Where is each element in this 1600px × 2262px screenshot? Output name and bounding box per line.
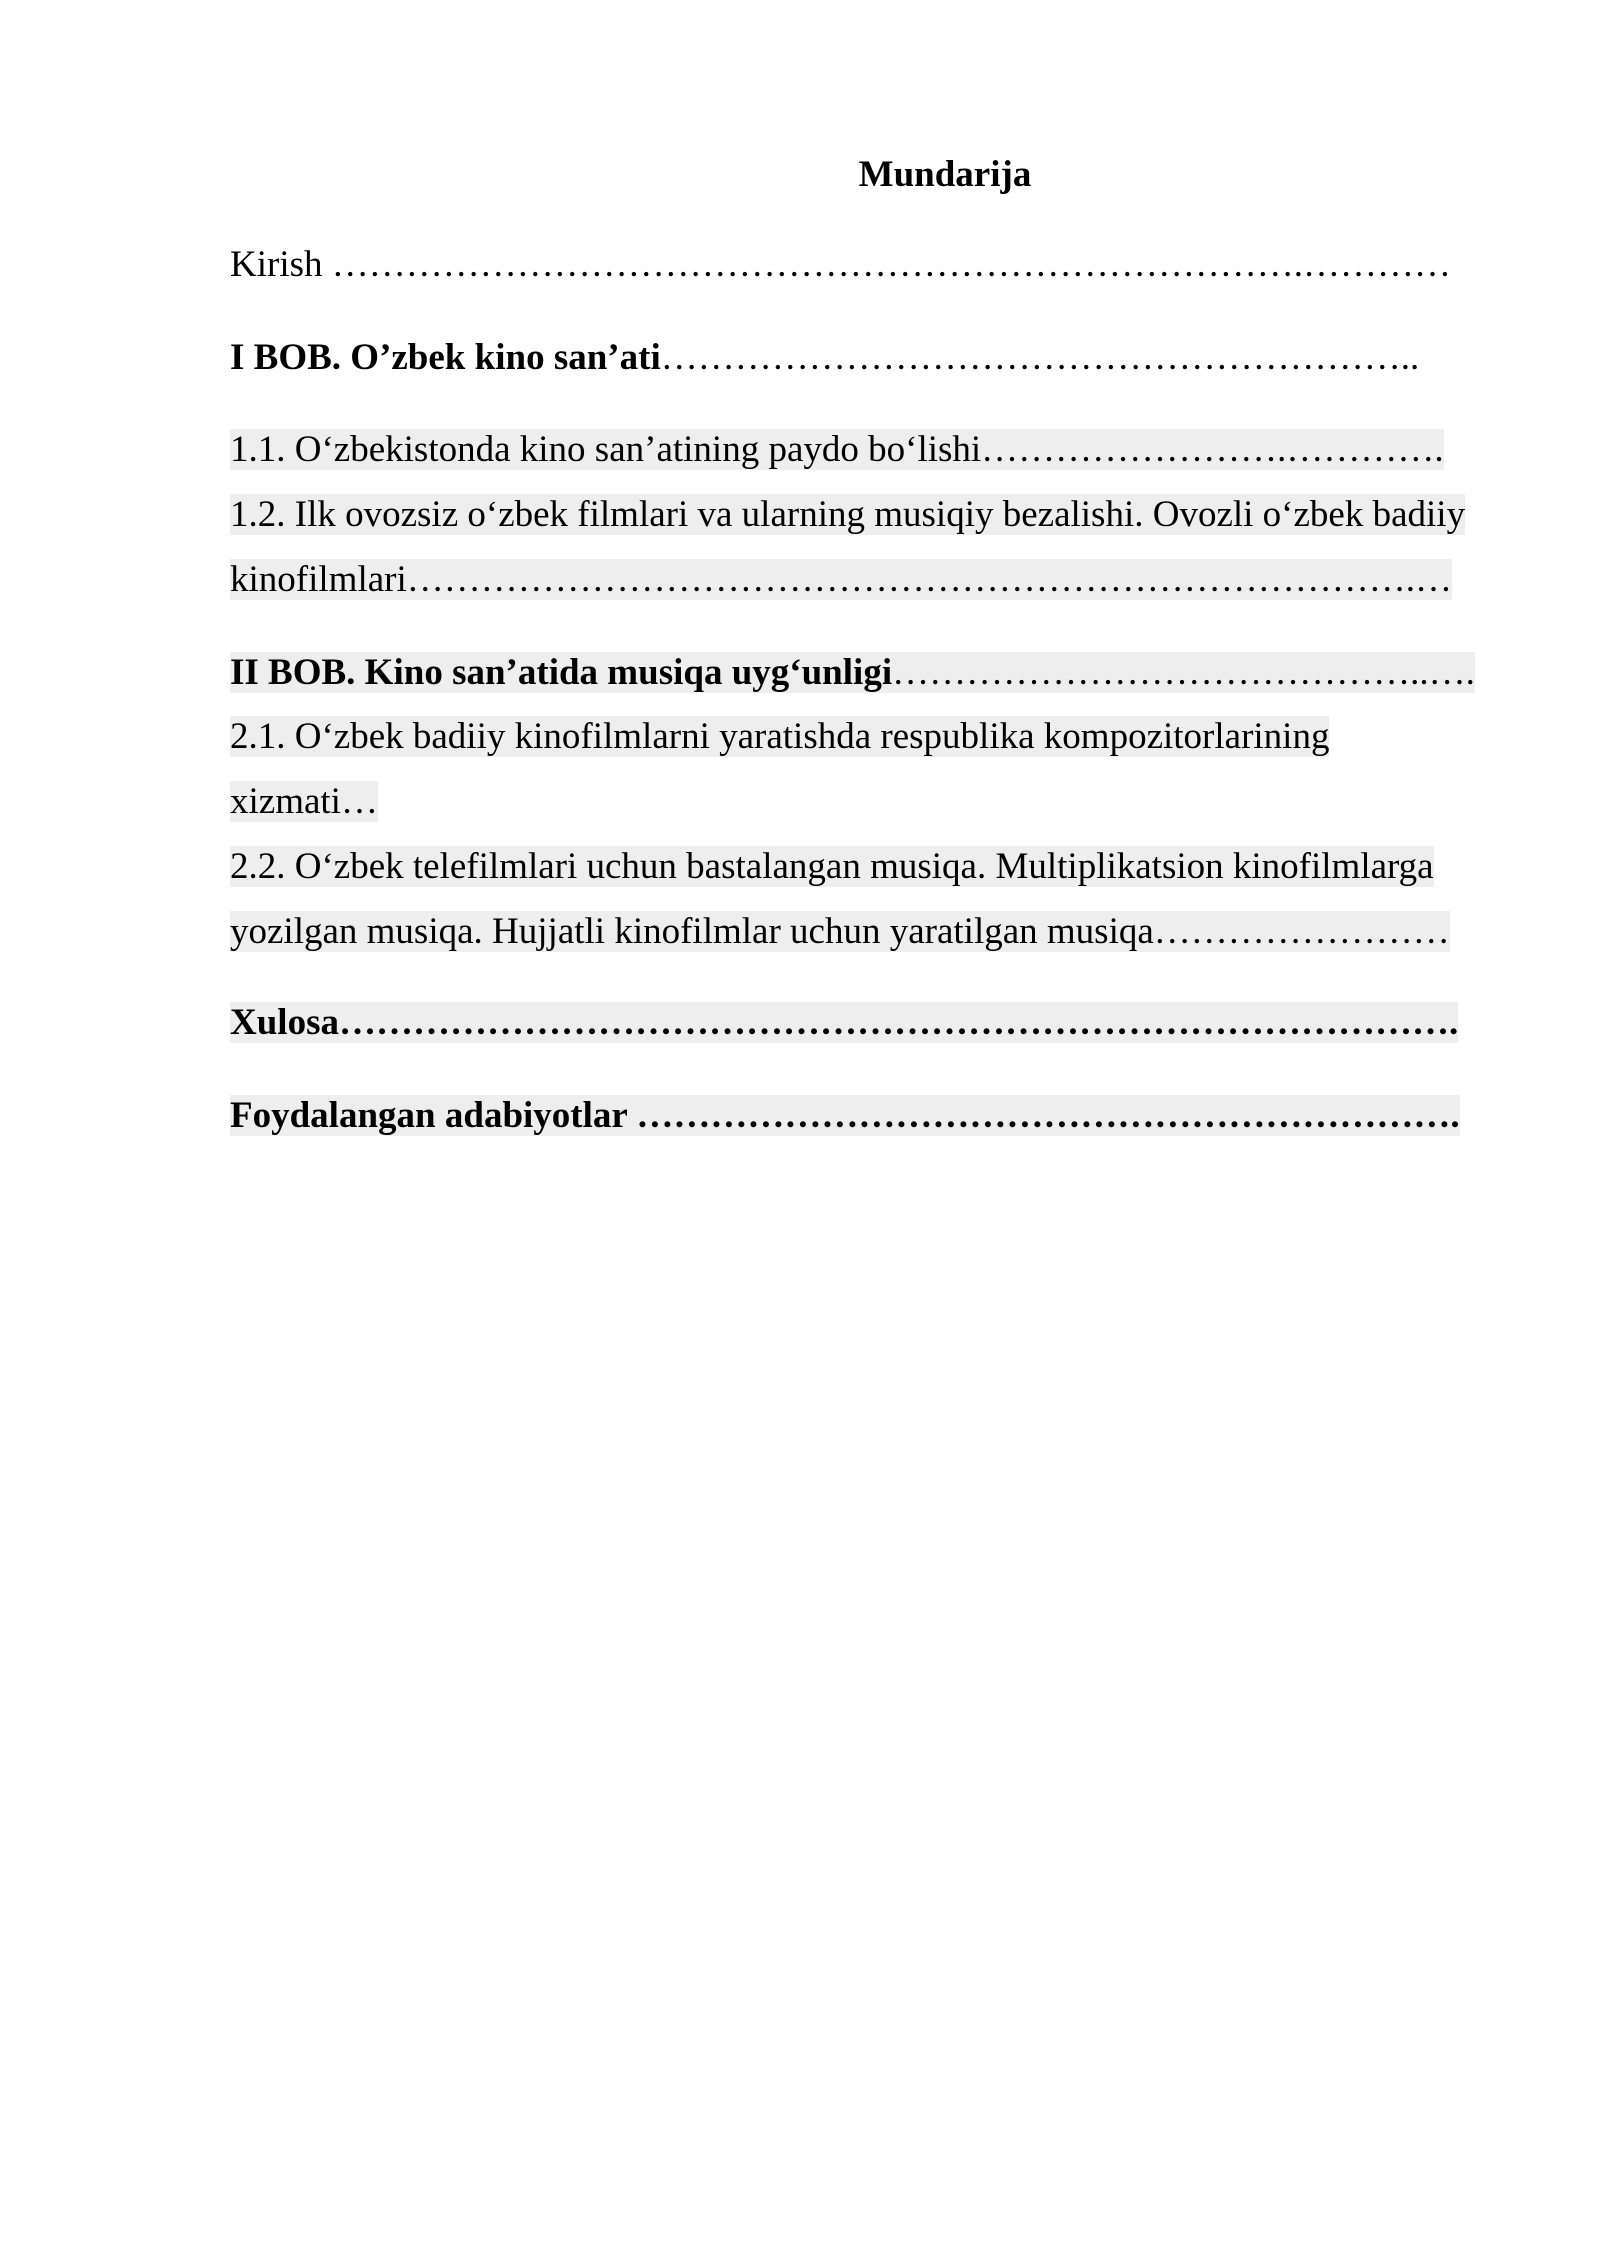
toc-entry-2-1-text-line2: xizmati…	[230, 781, 378, 822]
toc-entry-2-2-text-line2: yozilgan musiqa. Hujjatli kinofilmlar uchun yaratilgan musiqa……………………	[230, 911, 1450, 952]
toc-entry-2-1-line1[interactable]	[230, 712, 1329, 762]
toc-entry-2-2-line2[interactable]	[230, 907, 1450, 957]
toc-entry-bob1-text: I BOB. O’zbek kino san’ati	[230, 337, 661, 378]
toc-entry-bob1-dots: ……………………………………………………..	[660, 337, 1420, 378]
toc-entry-bob2-dots: ……………………………………..….	[892, 652, 1475, 693]
toc-entry-adabiyotlar[interactable]	[230, 1091, 1460, 1141]
toc-entry-adabiyotlar-text: Foydalangan adabiyotlar ………………………………………………………….	[230, 1095, 1460, 1136]
toc-title	[0, 150, 1600, 200]
toc-entry-xulosa-text: Xulosa……………………………………………………………………………….	[230, 1002, 1459, 1043]
toc-entry-2-1-text-line1: 2.1. O‘zbek badiiy kinofilmlarni yaratishda respublika kompozitorlarining	[230, 716, 1330, 757]
toc-entry-2-2-line1[interactable]	[230, 842, 1434, 892]
toc-entry-1-1-text: 1.1. O‘zbekistonda kino san’atining paydo bo‘lishi…………………….………….	[230, 429, 1444, 470]
toc-entry-bob2[interactable]	[230, 648, 1475, 698]
toc-title-text: Mundarija	[858, 154, 1032, 195]
toc-entry-bob2-text: II BOB. Kino san’atida musiqa uyg‘unligi	[230, 652, 893, 693]
toc-entry-1-2-text-line2: kinofilmlari……………………………………………………………………….…	[230, 559, 1452, 600]
toc-entry-kirish[interactable]	[230, 240, 1451, 290]
toc-entry-xulosa[interactable]	[230, 998, 1458, 1048]
toc-entry-bob1[interactable]	[230, 333, 1419, 383]
toc-entry-2-1-line2[interactable]	[230, 777, 378, 827]
toc-entry-2-2-text-line1: 2.2. O‘zbek telefilmlari uchun bastalangan musiqa. Multiplikatsion kinofilmlarga	[230, 846, 1434, 887]
toc-entry-1-2-line1[interactable]	[230, 490, 1465, 540]
toc-entry-1-2-text-line1: 1.2. Ilk ovozsiz o‘zbek filmlari va ularning musiqiy bezalishi. Ovozli o‘zbek badiiy	[230, 494, 1466, 535]
toc-entry-1-1[interactable]	[230, 425, 1444, 475]
toc-entry-1-2-line2[interactable]	[230, 555, 1452, 605]
toc-entry-kirish-text: Kirish …………………………………………………………………….…………	[230, 244, 1451, 285]
